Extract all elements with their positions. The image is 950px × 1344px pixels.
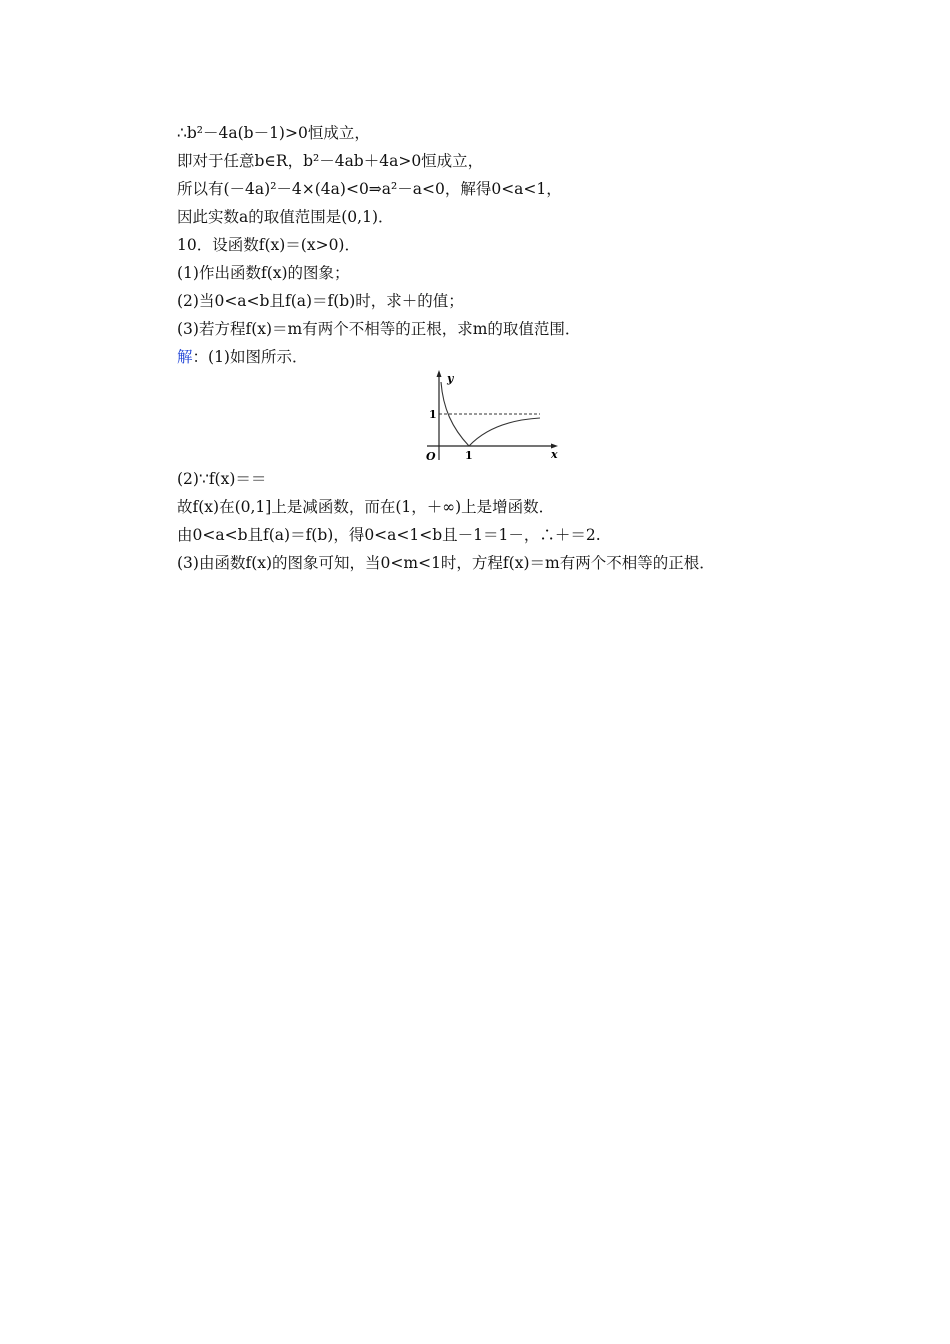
problem-part-3: (3)若方程f(x)＝m有两个不相等的正根，求m的取值范围．	[177, 320, 581, 338]
solution-label: 解	[177, 348, 193, 366]
solution-part-3-line: (3)由函数f(x)的图象可知，当0<m<1时，方程f(x)＝m有两个不相等的正根．	[177, 554, 715, 572]
y-axis-arrow-icon	[437, 370, 442, 377]
solution-line	[177, 345, 307, 369]
y-axis-label: y	[447, 372, 454, 385]
text-line-3: 所以有(－4a)²－4×(4a)<0⇒a²－a<0，解得0<a<1，	[177, 180, 562, 198]
solution-part-2-line-3: 由0<a<b且f(a)＝f(b)，得0<a<1<b且－1＝1－，∴＋＝2.	[177, 526, 601, 544]
problem-part-1: (1)作出函数f(x)的图象；	[177, 264, 350, 282]
origin-label: O	[426, 450, 436, 463]
solution-part-2-line-2: 故f(x)在(0,1]上是减函数，而在(1，＋∞)上是增函数．	[177, 498, 555, 516]
x-tick-label: 1	[465, 449, 473, 462]
solution-part-2-line-1: (2)∵f(x)＝＝	[177, 470, 267, 488]
text-line-1: ∴b²－4a(b－1)>0恒成立，	[177, 124, 370, 142]
text-line-2: 即对于任意b∈R，b²－4ab＋4a>0恒成立，	[177, 152, 484, 170]
solution-text: ：(1)如图所示．	[192, 348, 308, 366]
text-line-4: 因此实数a的取值范围是(0,1)．	[177, 208, 394, 226]
y-tick-label: 1	[429, 408, 437, 421]
x-axis-label: x	[551, 448, 558, 461]
problem-part-2: (2)当0<a<b且f(a)＝f(b)时，求＋的值；	[177, 292, 464, 310]
function-graph-svg	[414, 368, 564, 464]
function-graph	[414, 368, 564, 464]
problem-10-statement: 10．设函数f(x)＝(x>0)．	[177, 236, 360, 254]
